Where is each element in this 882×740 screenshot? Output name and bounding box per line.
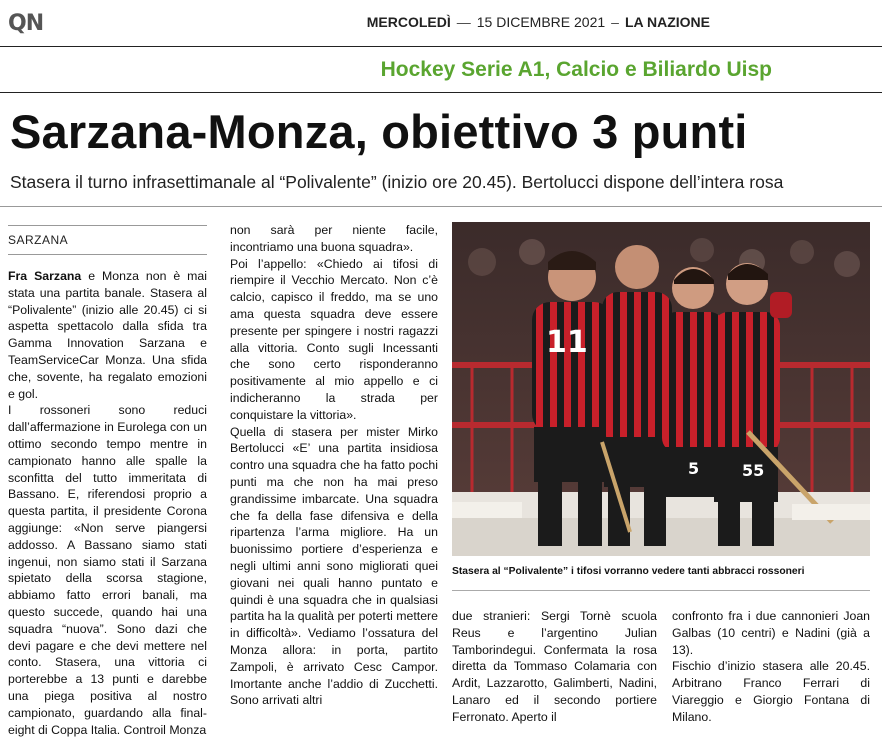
caption-rule (452, 590, 870, 591)
photo-caption: Stasera al “Polivalente” i tifosi vorranno vedere tanti abbracci rossoneri (452, 566, 805, 577)
section-bar (0, 46, 882, 93)
article-column-1 (8, 268, 207, 738)
location-rule (8, 254, 207, 255)
jersey-number: 5 (688, 459, 700, 478)
location-rule (8, 225, 207, 226)
headline: Sarzana-Monza, obiettivo 3 punti (10, 105, 748, 158)
team-celebration-photo (452, 222, 870, 556)
jersey-number: 55 (742, 461, 765, 480)
paper-name: LA NAZIONE (624, 14, 710, 30)
dateline-day: MERCOLEDÌ (366, 14, 451, 30)
newspaper-logo: QN (8, 11, 44, 36)
location-label: SARZANA (8, 233, 69, 247)
paragraph: I rossoneri sono reduci dall’affermazione in Eurolega con un ottimo secondo tempo mentre in campionato hanno alle spalle la sconfitta del tutto immeritata di Bassano. E, riferendosi proprio a questa partita, il presidente Corona aggiunge: «Non serve piangersi addosso. A Bassano siamo stati ingenui, non siamo stati il Sarzana spietato della scorsa stagione, abbiamo fatto errori banali, ma questo succede, quando hai una squadra “nuova”. Sono dazi che devi pagare e che devi mettere nel conto. Stasera, una vittoria ci porterebbe a 13 punti e darebbe una piega positiva al nostro campionato, guardando alla final-eight di Coppa Italia. Controil Monza (8, 403, 207, 737)
paragraph: due stranieri: Sergi Tornè scuola Reus e l’argentino Julian Tamborindegui. Confermata la rosa diretta da Tommaso Colamaria con Ardit, Lazzarotto, Galimberti, Nadini, Lanaro ed il secondo portiere Ferronato. Aperto il (452, 609, 657, 724)
lead-words: Fra Sarzana (8, 269, 82, 283)
dateline-date: 15 DICEMBRE 2021 (476, 14, 606, 30)
section-title: Hockey Serie A1, Calcio e Biliardo Uisp (380, 58, 772, 81)
jersey-number: 11 (546, 325, 588, 360)
paragraph: Fischio d’inizio stasera alle 20.45. Arbitrano Franco Ferrari di Viareggio e Giorgio Fontana di Milano. (672, 659, 870, 724)
divider (0, 206, 882, 207)
dateline: MERCOLEDÌ — 15 DICEMBRE 2021 – LA NAZIONE (366, 14, 710, 30)
article-column-4 (672, 608, 870, 726)
masthead (0, 0, 882, 47)
article-column-2 (230, 222, 438, 709)
article-column-3 (452, 608, 657, 726)
paragraph: non sarà per niente facile, incontriamo una buona squadra». (230, 223, 438, 254)
paragraph: Quella di stasera per mister Mirko Bertolucci «E’ una partita insidiosa contro una squadra che ha fatto pochi punti ma che non ha mai preso grandissime imbarcate. Una squadra che fa della fase difensiva e della ripartenza l’arma migliore. Ha un buonissimo portiere d’esperienza e negli ultimi anni sono migliorati quei giovani nei quali hanno puntato e quindi è una squadra che in qualsiasi partita ha la qualità per poterti mettere in difficoltà». Vediamo l’ossatura del Monza allora: in porta, partito Zampoli, è arrivato Cesc Campor. Imortante anche l’addio di Zucchetti. Sono arrivati altri (230, 424, 438, 708)
paragraph: Poi l’appello: «Chiedo ai tifosi di riempire il Vecchio Mercato. Non c’è calcio, capisco il freddo, ma se uno ama questa squadra deve essere presente per spingere i nostri ragazzi alla vittoria. Conto sugli Incessanti che sono certo risponderanno positivamente al mio appello e ci indicheranno la strada per conquistare la vittoria». (230, 256, 438, 422)
paragraph (8, 268, 207, 402)
photo-illustration (452, 222, 870, 556)
paragraph: confronto fra i due cannonieri Joan Galbas (10 centri) e Nadini (già a 13). (672, 609, 870, 657)
subheadline: Stasera il turno infrasettimanale al “Polivalente” (inizio ore 20.45). Bertolucci dispone dell’intera rosa (10, 172, 784, 192)
paragraph-text: e Monza non è mai stata una partita banale. Stasera al “Polivalente” (inizio alle 20.45) ci si aspetta spettacolo dalla sfida tra Gamma Innovation Sarzana e TeamServiceCar Monza. Una sfida che, sovente, ha regalato emozioni e gol. (8, 269, 207, 401)
